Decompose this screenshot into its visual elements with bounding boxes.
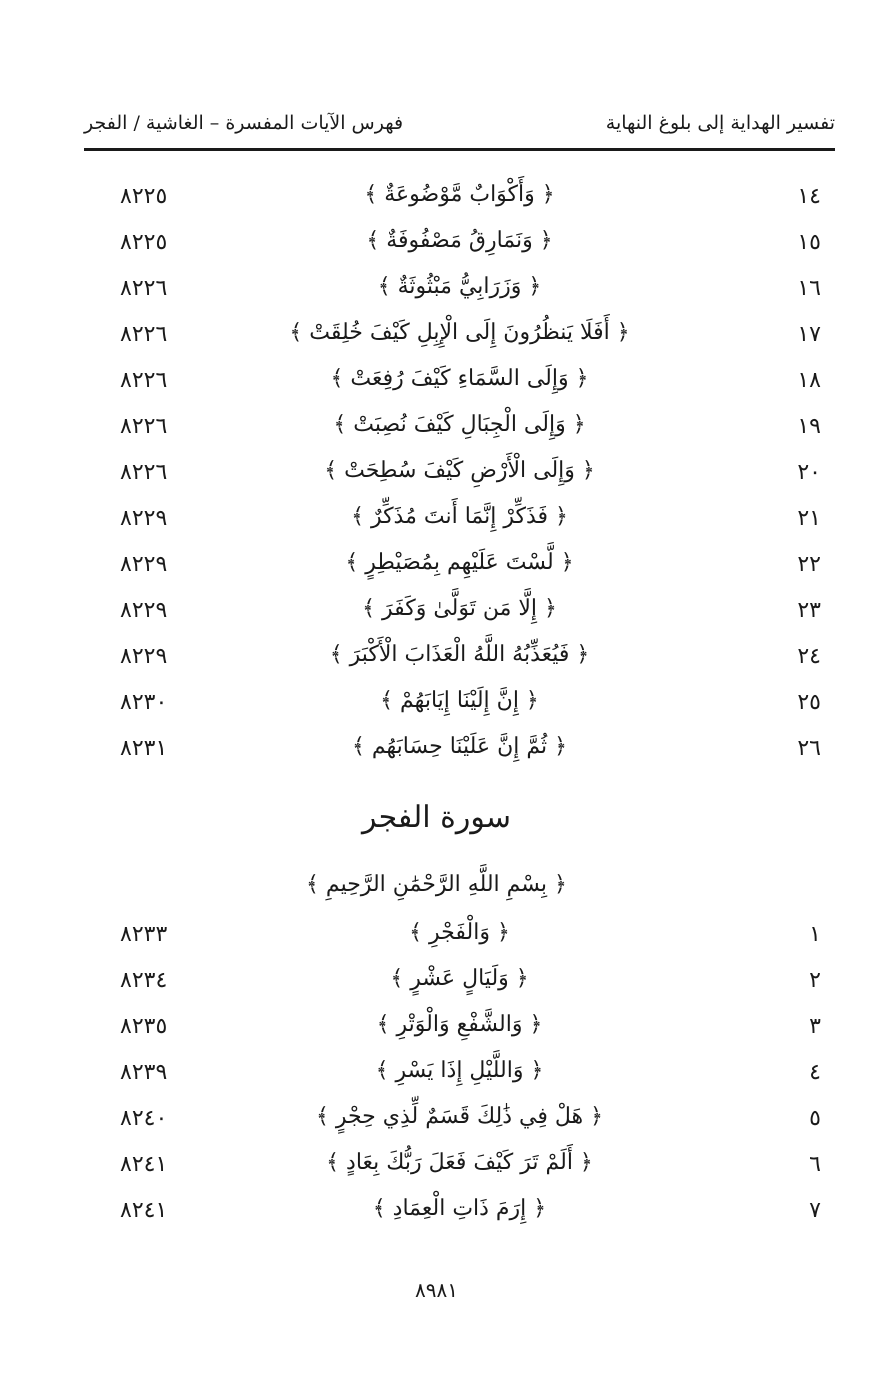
table-row xyxy=(84,410,835,450)
table-row xyxy=(84,180,835,220)
verse-text: ﴿ وَالشَّفْعِ وَالْوَتْرِ ﴾ xyxy=(376,1012,543,1037)
table-row xyxy=(84,364,835,404)
table-row xyxy=(84,594,835,634)
table-row xyxy=(84,1102,835,1142)
page-reference: ٨٢٣٤ xyxy=(120,968,168,993)
table-row xyxy=(84,732,835,772)
page-reference: ٨٢٢٩ xyxy=(120,598,168,623)
verse-text: ﴿ وَلَيَالٍ عَشْرٍ ﴾ xyxy=(390,966,529,991)
page-reference: ٨٢٤١ xyxy=(120,1198,168,1223)
verse-number: ٢١ xyxy=(797,506,821,531)
table-row xyxy=(84,318,835,358)
verse-number: ٢٣ xyxy=(797,598,821,623)
table-row xyxy=(84,918,835,958)
page-reference: ٨٢٢٥ xyxy=(120,230,168,255)
section-title: فهرس الآيات المفسرة – الغاشية / الفجر xyxy=(84,112,404,134)
verse-number: ٢٦ xyxy=(797,736,821,761)
verse-number: ٤ xyxy=(809,1060,821,1085)
table-row xyxy=(84,272,835,312)
verse-text: ﴿ وَإِلَى السَّمَاءِ كَيْفَ رُفِعَتْ ﴾ xyxy=(330,366,589,391)
page-reference: ٨٢٣٠ xyxy=(120,690,168,715)
verse-number: ٢٥ xyxy=(797,690,821,715)
verse-number: ٢ xyxy=(809,968,821,993)
table-row xyxy=(84,548,835,588)
table-row xyxy=(84,1010,835,1050)
page-reference: ٨٢٢٦ xyxy=(120,414,168,439)
verse-number: ١٨ xyxy=(797,368,821,393)
verse-number: ١٥ xyxy=(797,230,821,255)
verse-text: ﴿ وَإِلَى الْأَرْضِ كَيْفَ سُطِحَتْ ﴾ xyxy=(324,458,595,483)
page-reference: ٨٢٢٦ xyxy=(120,368,168,393)
page-reference: ٨٢٣٥ xyxy=(120,1014,168,1039)
verse-text: ﴿ وَالْفَجْرِ ﴾ xyxy=(409,920,510,945)
verse-text: ﴿ فَيُعَذِّبُهُ اللَّهُ الْعَذَابَ الْأَكْبَرَ ﴾ xyxy=(329,642,590,667)
table-row xyxy=(84,1148,835,1188)
table-row xyxy=(84,686,835,726)
verse-number: ٣ xyxy=(809,1014,821,1039)
verse-text: ﴿ فَذَكِّرْ إِنَّمَا أَنتَ مُذَكِّرٌ ﴾ xyxy=(351,504,568,529)
running-header xyxy=(84,108,835,148)
page-reference: ٨٢٤٠ xyxy=(120,1106,168,1131)
page-reference: ٨٢٢٩ xyxy=(120,506,168,531)
verse-text: ﴿ وَأَكْوَابٌ مَّوْضُوعَةٌ ﴾ xyxy=(364,182,555,207)
page-reference: ٨٢٢٦ xyxy=(120,276,168,301)
page-reference: ٨٢٣٩ xyxy=(120,1060,168,1085)
verse-text: ﴿ ثُمَّ إِنَّ عَلَيْنَا حِسَابَهُم ﴾ xyxy=(351,734,567,759)
table-row xyxy=(84,964,835,1004)
verse-text: ﴿ إِنَّ إِلَيْنَا إِيَابَهُمْ ﴾ xyxy=(380,688,539,713)
surah-heading: سورة الفجر xyxy=(362,800,511,835)
verse-text: ﴿ إِلَّا مَن تَوَلَّىٰ وَكَفَرَ ﴾ xyxy=(362,596,557,621)
table-row xyxy=(84,456,835,496)
page-reference: ٨٢٤١ xyxy=(120,1152,168,1177)
book-title: تفسير الهداية إلى بلوغ النهاية xyxy=(605,112,835,134)
verse-number: ١٩ xyxy=(797,414,821,439)
verse-number: ١ xyxy=(809,922,821,947)
table-row xyxy=(84,1056,835,1096)
header-divider xyxy=(84,148,835,151)
verse-text: ﴿ وَاللَّيْلِ إِذَا يَسْرِ ﴾ xyxy=(375,1058,544,1083)
page-reference: ٨٢٣٣ xyxy=(120,922,168,947)
page-reference: ٨٢٢٥ xyxy=(120,184,168,209)
page-reference: ٨٢٢٦ xyxy=(120,460,168,485)
verse-text: ﴿ هَلْ فِي ذَٰلِكَ قَسَمٌ لِّذِي حِجْرٍ ﴾ xyxy=(315,1104,604,1129)
verse-number: ٢٢ xyxy=(797,552,821,577)
verse-number: ١٧ xyxy=(797,322,821,347)
verse-text: ﴿ إِرَمَ ذَاتِ الْعِمَادِ ﴾ xyxy=(372,1196,547,1221)
verse-number: ١٤ xyxy=(797,184,821,209)
verse-number: ٢٠ xyxy=(797,460,821,485)
page-reference: ٨٢٣١ xyxy=(120,736,168,761)
verse-number: ٦ xyxy=(809,1152,821,1177)
table-row xyxy=(84,1194,835,1234)
table-row xyxy=(84,226,835,266)
verse-number: ٢٤ xyxy=(797,644,821,669)
table-row xyxy=(84,502,835,542)
page-reference: ٨٢٢٦ xyxy=(120,322,168,347)
verse-text: ﴿ وَإِلَى الْجِبَالِ كَيْفَ نُصِبَتْ ﴾ xyxy=(333,412,586,437)
page-reference: ٨٢٢٩ xyxy=(120,552,168,577)
verse-number: ١٦ xyxy=(797,276,821,301)
verse-text: ﴿ وَزَرَابِيُّ مَبْثُوثَةٌ ﴾ xyxy=(377,274,542,299)
table-row xyxy=(84,640,835,680)
verse-text: ﴿ وَنَمَارِقُ مَصْفُوفَةٌ ﴾ xyxy=(366,228,553,253)
basmala: ﴿ بِسْمِ اللَّهِ الرَّحْمَٰنِ الرَّحِيمِ ﴾ xyxy=(306,872,567,897)
page-number: ٨٩٨١ xyxy=(415,1278,458,1302)
verse-text: ﴿ أَلَمْ تَرَ كَيْفَ فَعَلَ رَبُّكَ بِعَادٍ ﴾ xyxy=(326,1150,593,1175)
verse-text: ﴿ لَّسْتَ عَلَيْهِم بِمُصَيْطِرٍ ﴾ xyxy=(345,550,574,575)
verse-text: ﴿ أَفَلَا يَنظُرُونَ إِلَى الْإِبِلِ كَيْفَ خُلِقَتْ ﴾ xyxy=(289,320,630,345)
page-reference: ٨٢٢٩ xyxy=(120,644,168,669)
verse-number: ٧ xyxy=(809,1198,821,1223)
verse-number: ٥ xyxy=(809,1106,821,1131)
